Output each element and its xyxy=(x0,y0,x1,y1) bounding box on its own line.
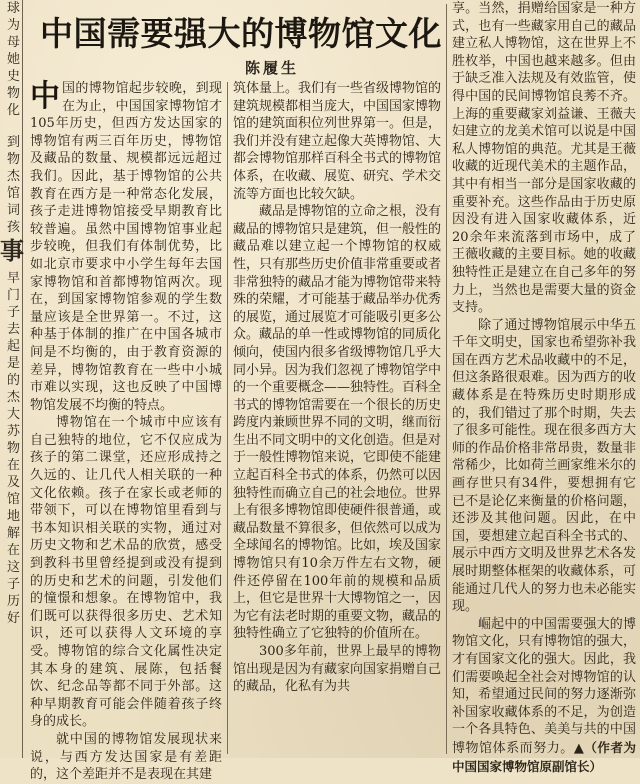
article-headline: 中国需要强大的博物馆文化 xyxy=(40,14,442,53)
strip-char: 馆 xyxy=(6,492,20,507)
strip-char: 物 xyxy=(6,86,20,101)
adjacent-article-strip xyxy=(0,0,23,758)
paragraph: 300多年前，世界上最早的博物馆出现是因为有藏家向国家捐赠自己的藏品，化私有为共 xyxy=(233,644,442,695)
strip-char: 起 xyxy=(6,339,20,354)
strip-bottom-chars xyxy=(0,270,22,627)
strip-char: 这 xyxy=(6,560,20,575)
strip-char: 子 xyxy=(6,305,20,320)
strip-char: 在 xyxy=(6,458,20,473)
strip-char: 孩 xyxy=(6,220,20,235)
strip-char: 到 xyxy=(6,135,20,150)
strip-char: 化 xyxy=(6,103,20,118)
paragraph: 博物馆在一个城市中应该有自己独特的地位，它不仅应成为孩子的第二课堂，还应形成持之久远的、让几代人相关联的一种文化依赖。孩子在家长或老师的带领下，可以在博物馆里看到与书本知识相关联的实物，通过对历史文物和艺术品的欣赏，感受到教科书里曾经提到或没有提到的历史和艺术的问题，引发他们的憧憬和想象。在博物馆中，我们既可以获得很多历史、艺术知识，还可以获得人文环境的享受。博物馆的综合文化属性决定其本身的建筑、展陈，包括餐饮、纪念品等都不同于外部。这种早期教育可能会伴随着孩子终身的成长。 xyxy=(30,415,222,730)
strip-char: 她 xyxy=(6,52,20,67)
paragraph: 筑体量上。我们有一些省级博物馆的建筑规模都相当庞大，中国国家博物馆的建筑面积位列世界第一。但是，我们并没有建立起像大英博物馆、大都会博物馆那样百科全书式的博物馆体系，在收藏、展览、研究、学术交流等方面也比较欠缺。 xyxy=(233,81,442,202)
paragraph: 藏品是博物馆的立命之根，没有藏品的博物馆只是建筑，但一般性的藏品难以建立起一个博物馆的权威性，只有那些历史价值非常重要或者非常独特的藏品才能为博物馆带来特殊的荣耀，才可能基于藏品举办优秀的展览，通过展览才可能吸引更多公众。藏品的单一性或博物馆的同质化倾向，使国内很多省级博物馆几乎大同小异。因为我们忽视了博物馆学中的一个重要概念——独特性。百科全书式的博物馆需要在一个很长的历史跨度内兼顾世界不同的文明，继而衍生出不同文明中的文化创造。但是对于一般性博物馆来说，它即使不能建立起百科全书式的体系，仍然可以因独特性而确立自己的社会地位。世界上有很多博物馆即使硬件很普通，或藏品数量不算很多，但依然可以成为全球闻名的博物馆。比如，埃及国家博物馆只有10余万件左右文物，硬件还停留在100年前的规模和品质上，但它是世界十大博物馆之一，因为它有法老时期的重要文物，藏品的独特性确立了它独特的价值所在。 xyxy=(233,204,442,642)
strip-char: 杰 xyxy=(6,390,20,405)
strip-char: 及 xyxy=(6,475,20,490)
column-rule xyxy=(446,4,447,754)
strip-char: 馆 xyxy=(6,186,20,201)
strip-mid-chars xyxy=(0,134,22,236)
author-credit: （作者为中国国家博物馆原副馆长） xyxy=(452,739,636,774)
strip-char: 物 xyxy=(6,152,20,167)
paragraph: 就中国的博物馆发展现状来说，与西方发达国家是有差距的，这个差距并不是表现在其建 xyxy=(30,731,222,783)
column-3 xyxy=(452,0,636,774)
strip-top-chars xyxy=(0,0,22,119)
paragraph: 崛起中的中国需要强大的博物馆文化，只有博物馆的强大，才有国家文化的强大。因此，我们需要唤起全社会对博物馆的认知，希望通过民间的努力逐渐弥补国家收藏体系的不足，为创造一个各具特色、美美与共的中国博物馆体系而努力。▲（作者为中国国家博物馆原副馆长） xyxy=(452,616,636,774)
column-rule xyxy=(227,82,228,754)
paragraph: 中国的博物馆起步较晚，到现在为止，中国国家博物馆才105年历史，但西方发达国家的博物馆有两三百年历史，博物馆及藏品的数量、规模都远远超过我们。因此，基于博物馆的公共教育在西方是一种常态化发展，孩子走进博物馆接受早期教育比较普遍。虽然中国博物馆事业起步较晚，但我们有体制优势，比如北京市要求中小学生每年去国家博物馆和首都博物馆两次。现在，到国家博物馆参观的学生数量应该是全世界第一。不过，这种基于体制的推广在中国各城市间是不均衡的，由于教育资源的差异，博物馆教育在一些中小城市难以实现，这也反映了中国博物馆发展不均衡的特点。 xyxy=(30,79,222,413)
column-1 xyxy=(30,79,222,783)
column-2 xyxy=(233,80,441,755)
strip-big-char: 事 xyxy=(0,236,24,265)
strip-char: 大 xyxy=(6,407,20,422)
paragraph: 除了通过博物馆展示中华五千年文明史，国家也希望弥补我国在西方艺术品收藏中的不足，但这条路很艰难。因为西方的收藏体系是在特殊历史时期形成的，我们错过了那个时期，失去了很多可能性。现在很多西方大师的作品价格非常昂贵，数量非常稀少，比如荷兰画家维米尔的画存世只有34件，要想拥有它已不是论亿来衡量的价格问题，还涉及其他问题。因此，在中国，要想建立起百科全书式的、展示中西方文明及世界艺术各发展时期整体框架的收藏体系，可能通过几代人的努力也未必能实现。 xyxy=(452,317,636,615)
strip-char: 苏 xyxy=(6,424,20,439)
paragraph: 享。当然，捐赠给国家是一种方式，也有一些藏家用自己的藏品建立私人博物馆，这在世界上不胜枚举，中国也越来越多。但由于缺乏准入法规及有效监管，使得中国的民间博物馆良莠不齐。上海的重要藏家刘益谦、王薇夫妇建立的龙美术馆可以说是中国私人博物馆的典范。尤其是王薇收藏的近现代美术的主题作品，其中有相当一部分是国家收藏的重要补充。这些作品由于历史原因没有进入国家收藏体系，近20余年来流落到市场中，成了王薇收藏的主要目标。她的收藏独特性正是建立在自己多年的努力上，当然也是需要大量的资金支持。 xyxy=(452,1,636,316)
strip-char: 解 xyxy=(6,526,20,541)
strip-char: 在 xyxy=(6,543,20,558)
strip-char: 史 xyxy=(6,69,20,84)
drop-cap: 中 xyxy=(30,79,60,114)
strip-char: 为 xyxy=(6,18,20,33)
strip-char: 母 xyxy=(6,35,20,50)
strip-char: 去 xyxy=(6,322,20,337)
strip-char: 物 xyxy=(6,441,20,456)
strip-char: 地 xyxy=(6,509,20,524)
strip-char: 门 xyxy=(6,288,20,303)
strip-char: 子 xyxy=(6,577,20,592)
strip-char: 的 xyxy=(6,373,20,388)
strip-char: 历 xyxy=(6,594,20,609)
strip-char: 是 xyxy=(6,356,20,371)
strip-char: 杰 xyxy=(6,169,20,184)
strip-char: 球 xyxy=(6,1,20,16)
strip-char: 词 xyxy=(6,203,20,218)
article-byline: 陈履生 xyxy=(245,59,300,77)
strip-char: 早 xyxy=(6,271,20,286)
strip-char: 好 xyxy=(6,611,20,626)
